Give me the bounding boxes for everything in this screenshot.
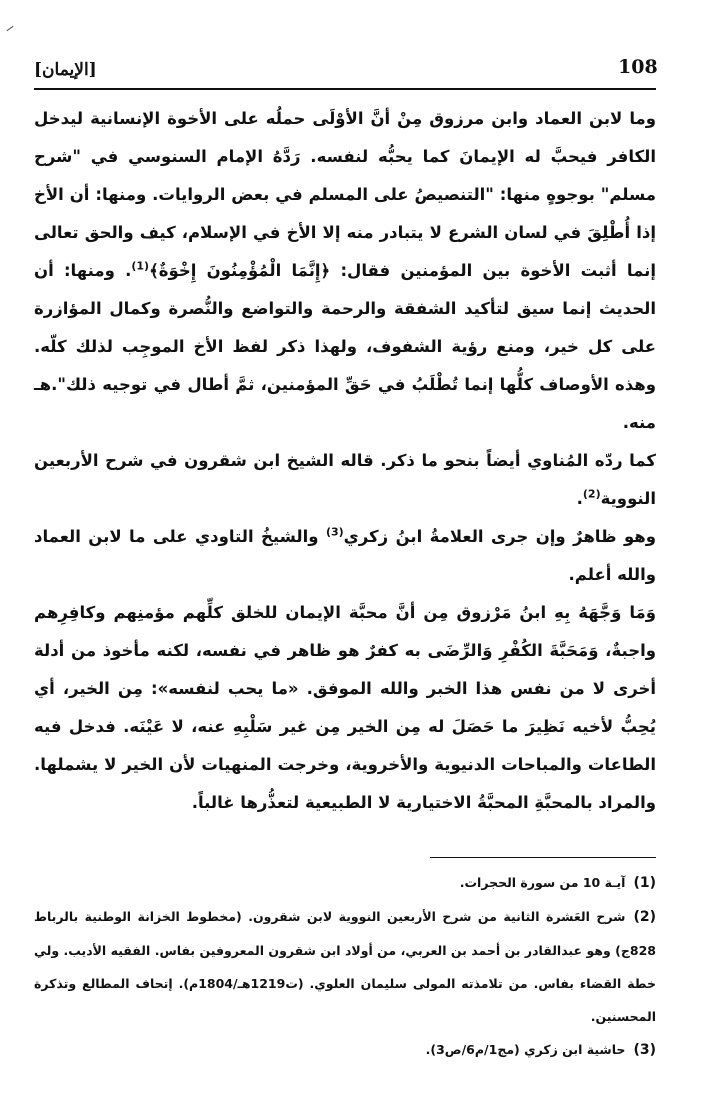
- paragraph-3-text: وهو ظاهرٌ وإن جرى العلامةُ ابنُ زكري: [343, 527, 656, 546]
- footnote-1: [34, 866, 656, 900]
- paragraph-4-continuation: : مِن الخير، أي يُحِبُّ لأخيه نَظِيرَ ما حَصَلَ له مِن الخير مِن غير سَلْبِهِ عنه، لا عَيْنَه. فدخل فيه الطاعات والمباحات الدنيوية والأخروية، وخرجت المنهيات لأن الخير لا يشملها. والمراد بالمحبَّةِ المحبَّةُ الاختيارية لا الطبيعية لتعذُّرها غالباً.: [34, 679, 656, 812]
- footnote-ref-3: (3): [325, 525, 344, 539]
- page-number: 108: [618, 56, 658, 78]
- paragraph-1-text: وما لابن العماد وابن مرزوق مِنْ أنَّ الأوْلَى حملُه على الأخوة الإنسانية ليدخل الكافر فيحبَّ له الإيمانَ كما يحبُّه لنفسه. رَدَّهُ الإمام السنوسي في "شرح مسلم" بوجوهٍ منها: "التنصيصُ على المسلم في بعض الروايات. ومنها: أن الأخ إذا أُطْلِقَ في لسان الشرع لا يتبادر منه إلا الأخ في الإسلام، كيف والحق تعالى إنما أثبت الأخوة بين المؤمنين فقال: ﴿إِنَّمَا الْمُؤْمِنُونَ إِخْوَةٌ﴾: [34, 109, 656, 280]
- footnote-3-text: حاشية ابن زكري (مج1/م6/ص3).: [425, 1042, 626, 1057]
- paragraph-4: [34, 594, 656, 822]
- paragraph-1-continuation: . ومنها: أن الحديث إنما سيق لتأكيد الشفقة والرحمة والتواضع والنُّصرة وكمال المؤازرة على كل خير، ومنع رؤية الشفوف، ولهذا ذكر لفظ الأخ الموجِب لذلك كلّه. وهذه الأوصاف كلُّها إنما تُطْلَبُ في حَقِّ المؤمنين، ثمَّ أطال في توجيه ذلك".هـ منه.: [34, 261, 656, 432]
- footnote-ref-2: (2): [582, 487, 601, 501]
- footnote-3-number: (3): [633, 1042, 656, 1058]
- paragraph-2: [34, 442, 656, 518]
- paragraph-1: [34, 100, 656, 442]
- footnote-2-text: شرح العَشرة الثانية من شرح الأربعين النووية لابن شقرون. (مخطوط الخزانة الوطنية بالرباط 828ج) وهو عبدالقادر بن أحمد بن العربي، من أولاد ابن شقرون المعروفين بفاس. الفقيه الأديب. ولي خطة القضاء بفاس. من تلامذته المولى سليمان العلوي. (ت1219هـ/1804م). إتحاف المطالع وتذكرة المحسنين.: [34, 909, 656, 1024]
- hadith-phrase-quote: «ما يحب لنفسه»: [157, 679, 299, 698]
- footnotes: [34, 866, 656, 1067]
- footnote-separator: [430, 857, 656, 858]
- paragraph-2-text: كما ردّه المُناوي أيضاً بنحو ما ذكر. قاله الشيخ ابن شقرون في شرح الأربعين النووية: [34, 451, 656, 508]
- scan-mark: [6, 26, 13, 31]
- paragraph-2-end: .: [576, 489, 583, 508]
- paragraph-3-continuation: والشيخُ التاودي على ما لابن العماد والله أعلم.: [34, 527, 656, 584]
- footnote-1-number: (1): [633, 875, 656, 891]
- footnote-1-text: آيـة 10 من سورة الحجرات.: [459, 875, 626, 890]
- paragraph-3: [34, 518, 656, 594]
- footnote-ref-1: (1): [131, 259, 150, 273]
- footnote-2-number: (2): [633, 909, 656, 925]
- header-rule: [34, 88, 656, 90]
- paragraph-4-text: وَمَا وَجَّهَهُ بِهِ ابنُ مَرْزوق مِن أنَّ محبَّة الإيمان للخلق كلِّهم مؤمنِهم وكافِرِهم واجبةٌ، وَمَحَبَّةَ الكُفْرِ وَالرِّضَى به كفرٌ هو ظاهر في نفسه، لكنه مأخوذ من أدلة أخرى لا من نفس هذا الخبر والله الموفق.: [34, 603, 657, 698]
- footnote-2: [34, 900, 656, 1033]
- footnote-3: [34, 1033, 656, 1067]
- main-text: [34, 100, 656, 822]
- running-head: [الإيمان]: [34, 60, 97, 80]
